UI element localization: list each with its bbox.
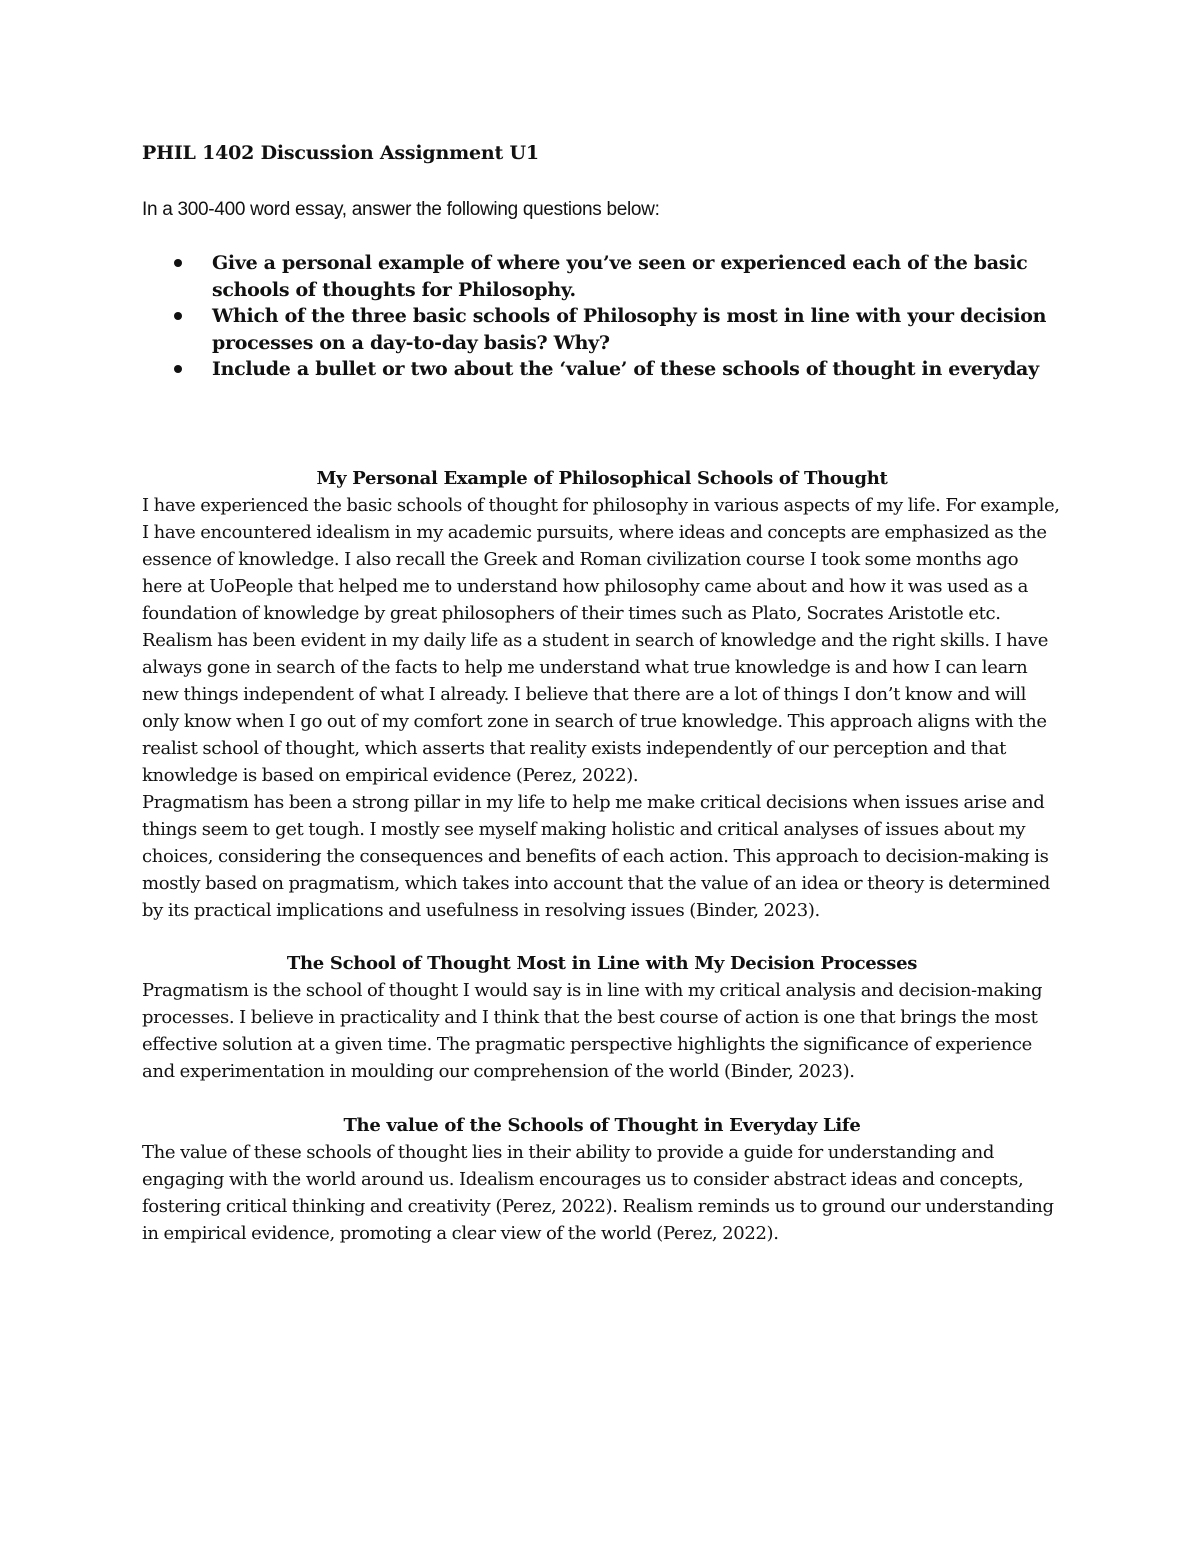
paragraph-value: The value of these schools of thought lies in their ability to provide a guide for understanding and engaging with the world around us. Idealism encourages us to consider abstract ideas and concepts, fostering critical thinking and creativity (Perez, 2022). Realism reminds us to ground our understanding in empirical evidence, promoting a clear view of the world (Perez, 2022). — [142, 1141, 1054, 1244]
bullet-icon — [174, 365, 182, 373]
question-text: Give a personal example of where you’ve seen or experienced each of the basic schools of thoughts for Philosophy. — [212, 252, 1028, 301]
paragraph-realism: Realism has been evident in my daily life as a student in search of knowledge and the right skills. I have always gone in search of the facts to help me understand what true knowledge is and how I can learn new things independent of what I already. I believe that there are a lot of things I don’t know and will only know when I go out of my comfort zone in search of true knowledge. This approach aligns with the realist school of thought, which asserts that reality exists independently of our perception and that knowledge is based on empirical evidence (Perez, 2022). — [142, 629, 1049, 786]
section-heading-personal-example: My Personal Example of Philosophical Schools of Thought — [316, 467, 888, 489]
question-text: Which of the three basic schools of Philosophy is most in line with your decision processes on a day-to-day basis? Why? — [212, 305, 1047, 354]
assignment-prompt: In a 300-400 word essay, answer the following questions below: — [142, 199, 660, 220]
document-title: PHIL 1402 Discussion Assignment U1 — [142, 142, 539, 164]
paragraph-decision-processes: Pragmatism is the school of thought I would say is in line with my critical analysis and decision-making processes. I believe in practicality and I think that the best course of action is one that brings the most effective solution at a given time. The pragmatic perspective highlights the significance of experience and experimentation in moulding our comprehension of the world (Binder, 2023). — [142, 979, 1043, 1082]
bullet-icon — [174, 312, 182, 320]
question-text: Include a bullet or two about the ‘value’ of these schools of thought in everyday — [212, 358, 1039, 380]
question-item — [212, 303, 1062, 356]
question-item — [212, 356, 1062, 383]
paragraph-idealism: I have experienced the basic schools of thought for philosophy in various aspects of my life. For example, I have encountered idealism in my academic pursuits, where ideas and concepts are emphasized as the essence of knowledge. I also recall the Greek and Roman civilization course I took some months ago here at UoPeople that helped me to understand how philosophy came about and how it was used as a foundation of knowledge by great philosophers of their times such as Plato, Socrates Aristotle etc. — [142, 494, 1060, 624]
question-item — [212, 250, 1062, 303]
section-heading-decision-processes: The School of Thought Most in Line with My Decision Processes — [286, 952, 918, 974]
question-list — [142, 250, 1062, 383]
bullet-icon — [174, 259, 182, 267]
document-page — [142, 140, 1062, 1247]
section-heading-value: The value of the Schools of Thought in Everyday Life — [343, 1114, 861, 1136]
paragraph-pragmatism: Pragmatism has been a strong pillar in my life to help me make critical decisions when issues arise and things seem to get tough. I mostly see myself making holistic and critical analyses of issues about my choices, considering the consequences and benefits of each action. This approach to decision-making is mostly based on pragmatism, which takes into account that the value of an idea or theory is determined by its practical implications and usefulness in resolving issues (Binder, 2023). — [142, 791, 1050, 921]
